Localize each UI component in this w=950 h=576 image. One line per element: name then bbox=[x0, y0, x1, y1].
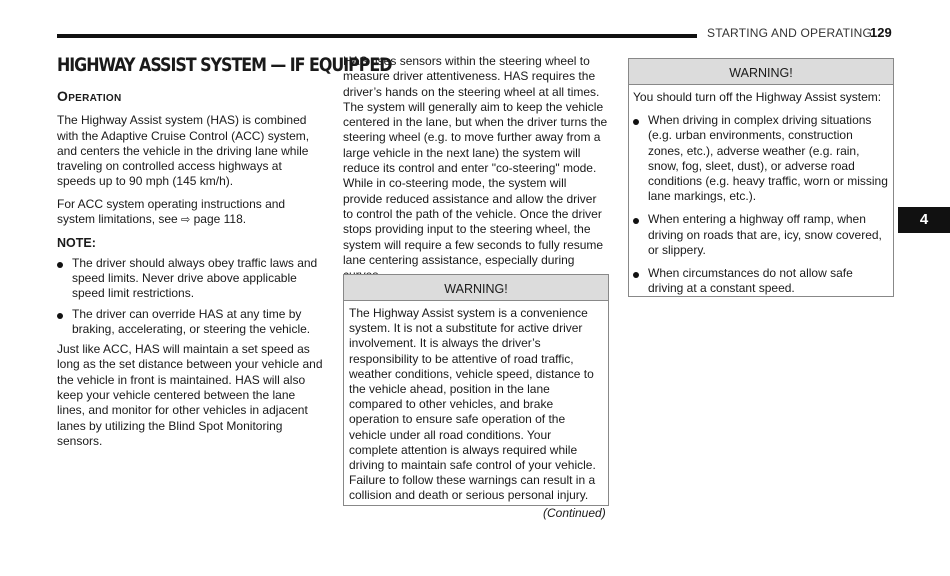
page-number: 129 bbox=[870, 25, 892, 40]
warning-item: When driving in complex driving situations (e.g. urban environments, construction zones, etc.), adverse weather (e.g. rain, snow, fog, sleet, dust), or adverse road conditions (e.g. heavy traffic, worn or missing lane markings, etc.). bbox=[633, 113, 888, 204]
page-reference-link[interactable]: page 118. bbox=[193, 212, 247, 227]
warning-body: The Highway Assist system is a convenience system. It is not a substitute for active driver involvement. It is always the driver’s responsibility to be attentive of road traffic, weather conditions, vehicle speed, distance to the vehicle ahead, position in the lane compared to other vehicles, and brake operation to ensure safe operation of the vehicle under all road conditions. Your complete attention is always required while driving to maintain safe control of your vehicle. Failure to follow these warnings can result in a collision and death or serious personal injury. bbox=[349, 306, 596, 503]
warning-title: WARNING! bbox=[344, 275, 608, 301]
warning-item: When entering a highway off ramp, when driving on roads that are, icy, snow covered, or slippery. bbox=[633, 212, 888, 258]
bullet-icon bbox=[633, 119, 639, 125]
column-2 bbox=[343, 54, 608, 290]
note-item: The driver can override HAS at any time by braking, accelerating, or steering the vehicle. bbox=[57, 307, 323, 338]
chapter-tab: 4 bbox=[898, 207, 950, 233]
bullet-icon bbox=[57, 313, 63, 319]
column-1 bbox=[57, 54, 392, 456]
note-item: The driver should always obey traffic laws and speed limits. Never drive above applicable speed limit restrictions. bbox=[57, 256, 323, 302]
note-list bbox=[57, 256, 323, 337]
arrow-right-icon: ⇨ bbox=[181, 214, 191, 227]
warning-box-turn-off bbox=[628, 58, 894, 297]
warning-title: WARNING! bbox=[629, 59, 893, 85]
sensor-paragraph: HAS uses sensors within the steering wheel to measure driver attentiveness. HAS requires the driver’s hands on the steering wheel at all times. The system will generally aim to keep the vehicle centered in the lane, but when the driver turns the steering wheel (e.g. to move further away from a large vehicle in the next lane) the system will reduce its control and enter "co-steering" mode. While in co-steering mode, the system will provide reduced assistance and allow the driver to control the path of the vehicle. Once the driver stops providing input to the steering wheel, the system will require a few seconds to fully resume lane centering assistance, especially during bbox=[343, 54, 608, 267]
warning-box-convenience bbox=[343, 274, 609, 506]
acc-comparison-paragraph: Just like ACC, HAS will maintain a set speed as long as the set distance between your vehicle and the vehicle in front is maintained. HAS will also keep your vehicle centered between the lane lines, and monitor for other vehicles in adjacent lanes by utilizing the Blind Spot Monitoring sensors. bbox=[57, 342, 323, 448]
warning-item: When circumstances do not allow safe driving at a constant speed. bbox=[633, 266, 888, 296]
acc-reference-text: For ACC system operating instructions and system limitations, see bbox=[57, 196, 286, 227]
note-label: NOTE: bbox=[57, 236, 96, 251]
bullet-icon bbox=[57, 262, 63, 268]
running-header-section: STARTING AND OPERATING bbox=[707, 26, 873, 40]
bullet-icon bbox=[633, 218, 639, 224]
warning-intro: You should turn off the Highway Assist system: bbox=[633, 90, 882, 104]
header-rule bbox=[57, 34, 697, 38]
bullet-icon bbox=[633, 272, 639, 278]
warning-body bbox=[629, 85, 893, 296]
subsection-heading: Operation bbox=[57, 88, 122, 104]
section-title: HIGHWAY ASSIST SYSTEM — IF EQUIPPED bbox=[57, 55, 392, 76]
continued-label: (Continued) bbox=[543, 506, 606, 520]
warning-list bbox=[633, 113, 888, 296]
intro-paragraph: The Highway Assist system (HAS) is combined with the Adaptive Cruise Control (ACC) system, and centers the vehicle in the driving lane while traveling on controlled access highways at speeds up to 90 mph (145 km/h). bbox=[57, 113, 310, 189]
acc-reference-paragraph bbox=[57, 197, 323, 229]
